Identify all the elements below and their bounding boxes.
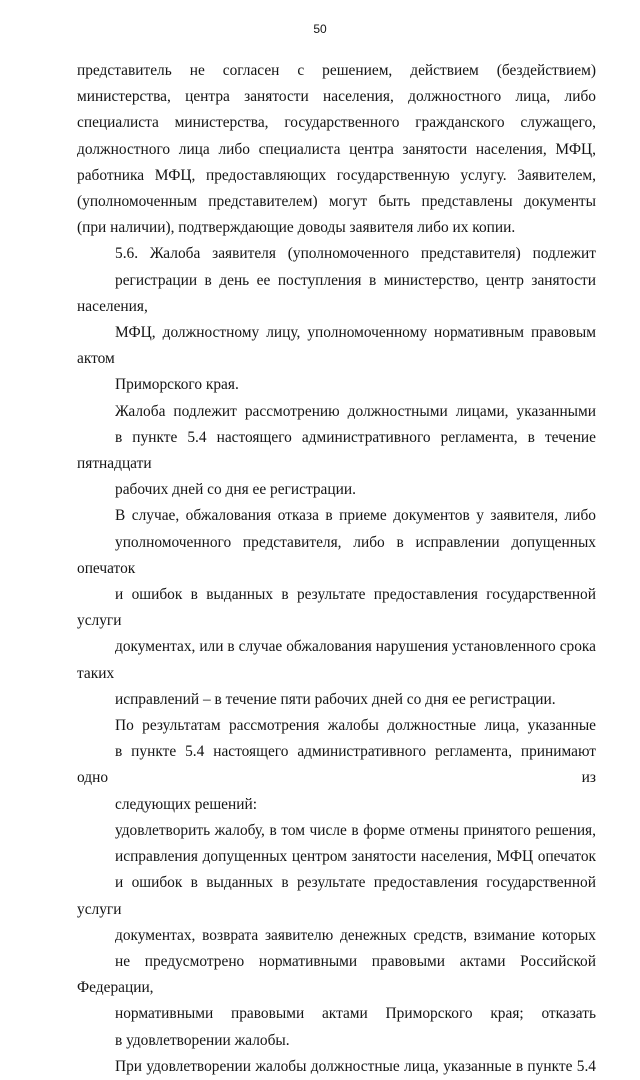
text-line: следующих решений: — [115, 795, 257, 813]
text-line: работника МФЦ, предоставляющих государственную услугу. Заявителем, — [77, 166, 596, 184]
document-body — [77, 58, 596, 1080]
text-line: рабочих дней со дня ее регистрации. — [115, 481, 356, 499]
paragraph-p4 — [77, 503, 596, 713]
text-line: в пункте 5.4 настоящего административного регламента, принимают одно из — [77, 743, 596, 787]
text-line: уполномоченного представителя, либо в исправлении допущенных опечаток — [77, 533, 596, 577]
text-line: удовлетворить жалобу, в том числе в форме отмены принятого решения, — [115, 821, 596, 839]
paragraph-p2 — [77, 241, 596, 398]
text-line: По результатам рассмотрения жалобы должностные лица, указанные — [115, 717, 596, 735]
text-line: представитель не согласен с решением, действием (бездействием) — [77, 62, 596, 79]
text-line: и ошибок в выданных в результате предоставления государственной услуги — [77, 586, 596, 630]
text-line: Приморского края. — [115, 376, 239, 394]
text-line: не предусмотрено нормативными правовыми актами Российской Федерации, — [77, 952, 596, 997]
text-line: должностного лица либо специалиста центра занятости населения, МФЦ, — [77, 140, 596, 158]
text-line: 5.6. Жалоба заявителя (уполномоченного представителя) подлежит — [115, 245, 596, 263]
text-line: МФЦ, должностному лицу, уполномоченному нормативным правовым актом — [77, 324, 596, 368]
paragraph-p6 — [77, 818, 596, 1054]
text-line: В случае, обжалования отказа в приеме документов у заявителя, либо — [115, 507, 596, 525]
paragraph-p1 — [77, 58, 596, 241]
text-line: министерства, центра занятости населения, должностного лица, либо — [77, 88, 596, 106]
text-line: нормативными правовыми актами Приморского края; отказать — [115, 1005, 596, 1023]
text-line: исправлений – в течение пяти рабочих дней со дня ее регистрации. — [115, 690, 556, 708]
page-number: 50 — [313, 22, 327, 36]
text-line: Жалоба подлежит рассмотрению должностными лицами, указанными — [115, 402, 596, 420]
text-line: в пункте 5.4 настоящего административного регламента, в течение пятнадцати — [77, 428, 596, 473]
text-line: документах, возврата заявителю денежных средств, взимание которых — [115, 926, 596, 944]
text-line: и ошибок в выданных в результате предоставления государственной услуги — [77, 874, 596, 918]
paragraph-p7 — [77, 1054, 596, 1080]
text-line: При удовлетворении жалобы должностные лица, указанные в пункте 5.4 — [115, 1057, 596, 1075]
text-line: (при наличии), подтверждающие доводы заявителя либо их копии. — [77, 219, 516, 237]
paragraph-p5 — [77, 713, 596, 818]
text-line: документах, или в случае обжалования нарушения установленного срока таких — [77, 638, 596, 682]
text-line: (уполномоченным представителем) могут быть представлены документы — [77, 193, 596, 211]
paragraph-p3 — [77, 399, 596, 504]
text-line: исправления допущенных центром занятости населения, МФЦ опечаток — [115, 848, 596, 866]
text-line: в удовлетворении жалобы. — [115, 1031, 290, 1049]
text-line: специалиста министерства, государственного гражданского служащего, — [77, 114, 596, 132]
text-line: регистрации в день ее поступления в министерство, центр занятости населения, — [77, 271, 596, 315]
